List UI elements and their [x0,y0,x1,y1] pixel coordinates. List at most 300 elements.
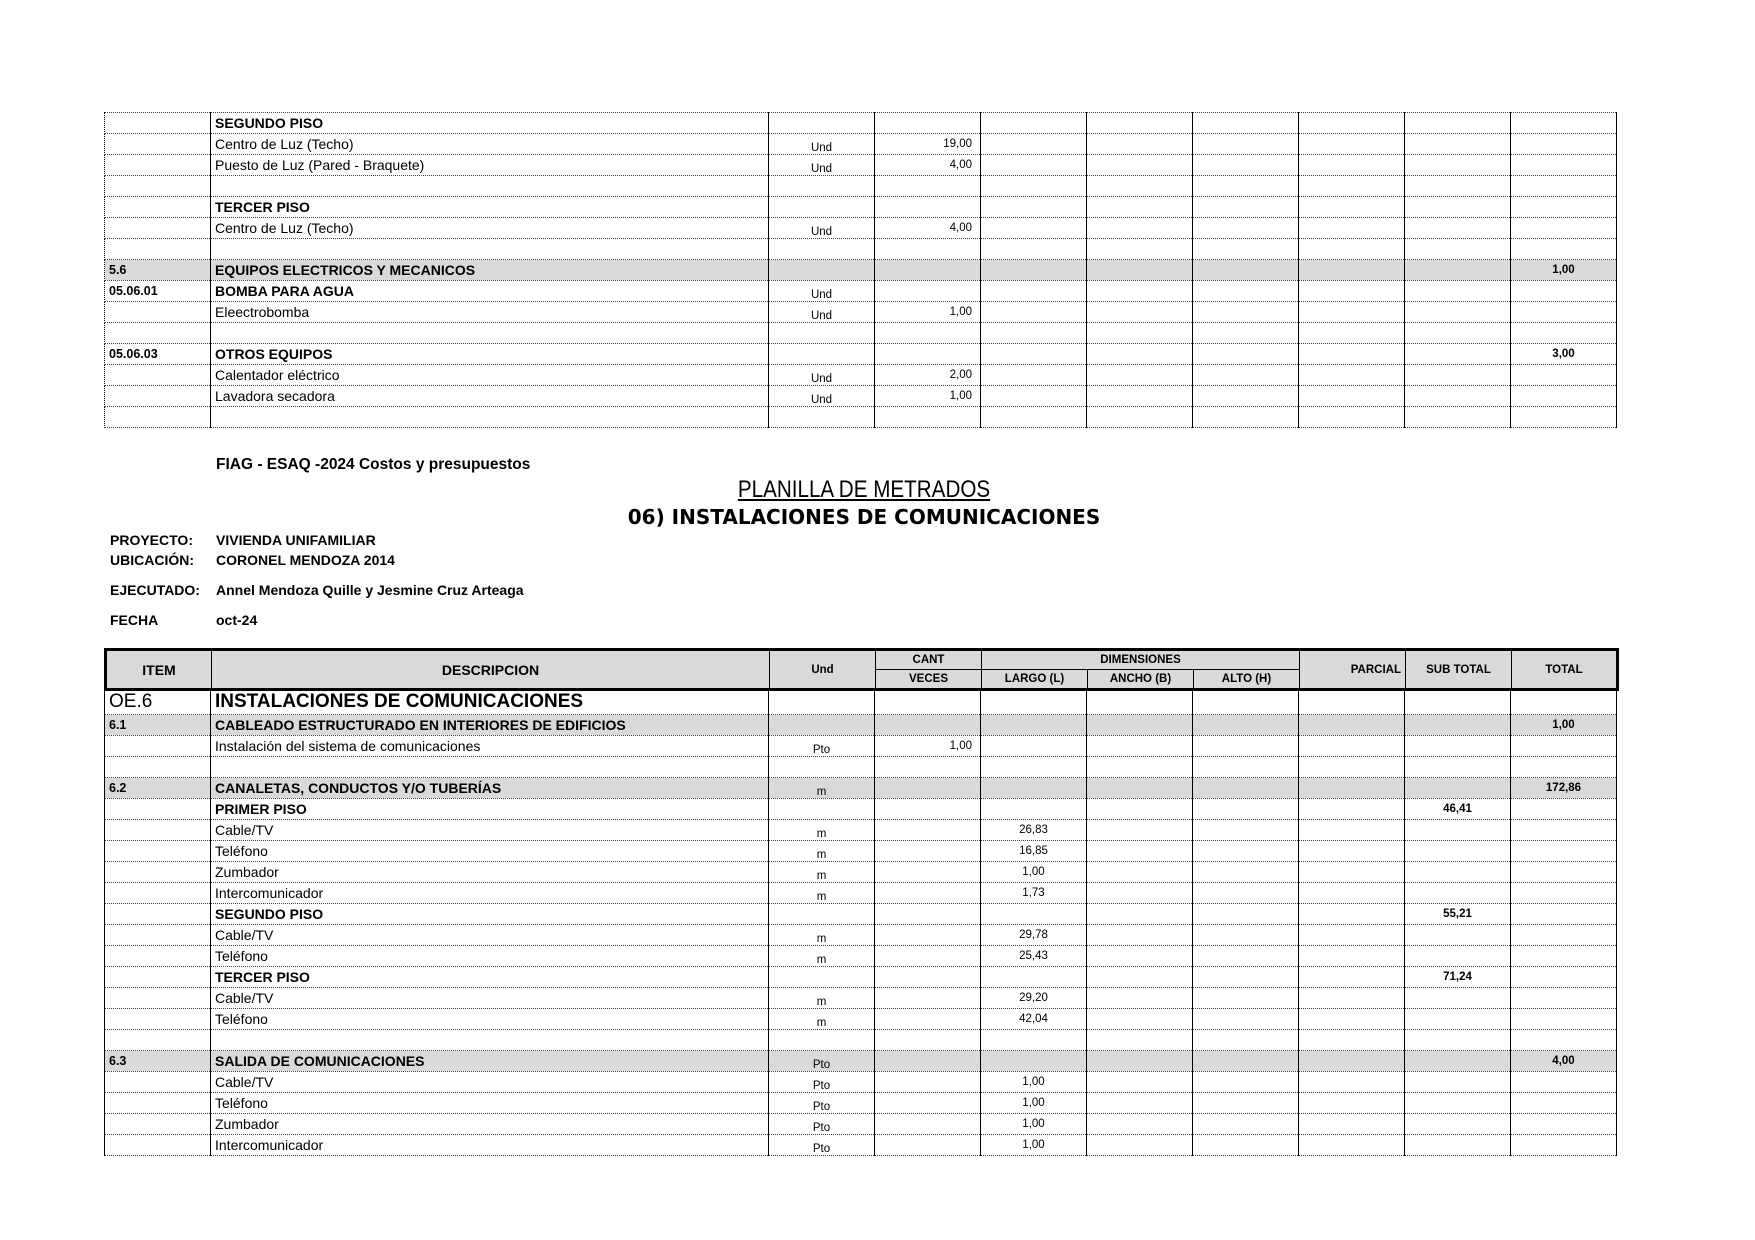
largo-cell [981,756,1087,777]
alto-cell [1193,1050,1299,1071]
largo-cell [981,260,1087,281]
ancho-cell [1087,239,1193,260]
alto-cell [1193,756,1299,777]
table-row [105,344,1617,365]
veces-cell [875,323,981,344]
total-cell [1511,239,1617,260]
total-cell [1511,798,1617,819]
unit-cell: Und [769,365,875,386]
subtotal-cell [1405,714,1511,735]
subtotal-cell [1405,365,1511,386]
total-cell: 4,00 [1511,1050,1617,1071]
total-cell [1511,134,1617,155]
item-cell [105,756,211,777]
largo-cell [981,281,1087,302]
ancho-cell [1087,365,1193,386]
upper-metrado-table [104,112,1617,428]
description-cell: BOMBA PARA AGUA [211,281,769,302]
subtotal-cell [1405,777,1511,798]
parcial-cell [1299,302,1405,323]
alto-cell [1193,1029,1299,1050]
table-row [105,260,1617,281]
description-cell [211,756,769,777]
item-cell [105,155,211,176]
parcial-cell [1299,365,1405,386]
description-cell: Lavadora secadora [211,386,769,407]
ancho-cell [1087,1113,1193,1134]
description-cell: TERCER PISO [211,966,769,987]
unit-cell: m [769,882,875,903]
veces-cell: 4,00 [875,218,981,239]
table-row [105,365,1617,386]
subtotal-cell [1405,197,1511,218]
ancho-cell [1087,197,1193,218]
veces-cell: 1,00 [875,386,981,407]
col-subtotal: SUB TOTAL [1406,650,1512,690]
subtotal-cell [1405,1113,1511,1134]
description-cell [211,239,769,260]
subtotal-cell: 71,24 [1405,966,1511,987]
total-cell [1511,945,1617,966]
alto-cell [1193,1071,1299,1092]
subtotal-cell [1405,1092,1511,1113]
table-row [105,882,1617,903]
ejecutado-label: EJECUTADO: [110,582,200,598]
veces-cell [875,197,981,218]
alto-cell [1193,281,1299,302]
alto-cell [1193,714,1299,735]
parcial-cell [1299,407,1405,428]
description-cell [211,407,769,428]
table-row [105,690,1617,714]
ancho-cell [1087,218,1193,239]
col-total: TOTAL [1512,650,1618,690]
subtotal-cell [1405,281,1511,302]
table-row [105,714,1617,735]
item-cell [105,966,211,987]
item-cell [105,735,211,756]
unit-cell [769,798,875,819]
subtotal-cell: 55,21 [1405,903,1511,924]
parcial-cell [1299,1050,1405,1071]
subtotal-cell [1405,861,1511,882]
ancho-cell [1087,386,1193,407]
largo-cell [981,1029,1087,1050]
table-row [105,323,1617,344]
parcial-cell [1299,155,1405,176]
subtotal-cell [1405,819,1511,840]
alto-cell [1193,1008,1299,1029]
total-cell [1511,1029,1617,1050]
upper-table-body [105,113,1617,428]
parcial-cell [1299,323,1405,344]
ancho-cell [1087,113,1193,134]
largo-cell [981,407,1087,428]
item-cell [105,113,211,134]
total-cell [1511,386,1617,407]
alto-cell [1193,819,1299,840]
item-cell [105,323,211,344]
ancho-cell [1087,690,1193,714]
table-row [105,1092,1617,1113]
largo-cell [981,176,1087,197]
total-cell [1511,690,1617,714]
parcial-cell [1299,218,1405,239]
table-row [105,197,1617,218]
total-cell [1511,861,1617,882]
subtotal-cell [1405,1071,1511,1092]
ancho-cell [1087,819,1193,840]
alto-cell [1193,365,1299,386]
col-descripcion: DESCRIPCION [212,650,770,690]
table-row [105,798,1617,819]
alto-cell [1193,218,1299,239]
description-cell: Centro de Luz (Techo) [211,134,769,155]
veces-cell [875,819,981,840]
alto-cell [1193,690,1299,714]
ancho-cell [1087,924,1193,945]
table-row [105,903,1617,924]
col-cant: CANT [876,650,982,670]
alto-cell [1193,386,1299,407]
total-cell [1511,1092,1617,1113]
col-largo: LARGO (L) [982,670,1088,690]
alto-cell [1193,134,1299,155]
unit-cell: Und [769,386,875,407]
item-cell [105,1092,211,1113]
parcial-cell [1299,987,1405,1008]
table-row [105,966,1617,987]
total-cell [1511,840,1617,861]
description-cell: Eleectrobomba [211,302,769,323]
alto-cell [1193,966,1299,987]
table-row [105,1050,1617,1071]
largo-cell [981,134,1087,155]
total-cell [1511,218,1617,239]
unit-cell [769,407,875,428]
veces-cell [875,987,981,1008]
parcial-cell [1299,861,1405,882]
subtotal-cell [1405,945,1511,966]
veces-cell [875,1029,981,1050]
subtotal-cell [1405,155,1511,176]
unit-cell: Pto [769,1134,875,1155]
item-cell: 6.3 [105,1050,211,1071]
unit-cell: Pto [769,1113,875,1134]
item-cell [105,903,211,924]
col-ancho: ANCHO (B) [1088,670,1194,690]
col-parcial: PARCIAL [1300,650,1406,690]
largo-cell [981,386,1087,407]
veces-cell [875,756,981,777]
total-cell [1511,302,1617,323]
unit-cell [769,239,875,260]
largo-cell: 1,00 [981,1134,1087,1155]
total-cell [1511,155,1617,176]
description-cell: Centro de Luz (Techo) [211,218,769,239]
subtotal-cell [1405,239,1511,260]
description-cell: CANALETAS, CONDUCTOS Y/O TUBERÍAS [211,777,769,798]
table-row [105,1113,1617,1134]
lower-table-body [105,690,1617,1155]
subtotal-cell [1405,1050,1511,1071]
subtotal-cell: 46,41 [1405,798,1511,819]
description-cell: OTROS EQUIPOS [211,344,769,365]
proyecto-value: VIVIENDA UNIFAMILIAR [216,532,376,548]
alto-cell [1193,987,1299,1008]
unit-cell [769,344,875,365]
unit-cell: m [769,945,875,966]
description-cell: Intercomunicador [211,1134,769,1155]
description-cell: Zumbador [211,1113,769,1134]
parcial-cell [1299,735,1405,756]
alto-cell [1193,924,1299,945]
subtotal-cell [1405,756,1511,777]
item-cell [105,407,211,428]
alto-cell [1193,176,1299,197]
alto-cell [1193,302,1299,323]
subtotal-cell [1405,924,1511,945]
ancho-cell [1087,155,1193,176]
table-row [105,735,1617,756]
item-cell [105,924,211,945]
parcial-cell [1299,176,1405,197]
parcial-cell [1299,386,1405,407]
total-cell [1511,281,1617,302]
table-row [105,1008,1617,1029]
alto-cell [1193,113,1299,134]
description-cell [211,176,769,197]
table-row [105,987,1617,1008]
largo-cell: 42,04 [981,1008,1087,1029]
item-cell [105,302,211,323]
subtotal-cell [1405,735,1511,756]
total-cell [1511,924,1617,945]
table-row [105,155,1617,176]
unit-cell: m [769,777,875,798]
unit-cell [769,113,875,134]
parcial-cell [1299,113,1405,134]
total-cell [1511,1113,1617,1134]
description-cell: EQUIPOS ELECTRICOS Y MECANICOS [211,260,769,281]
largo-cell: 29,20 [981,987,1087,1008]
table-row [105,777,1617,798]
description-cell: Puesto de Luz (Pared - Braquete) [211,155,769,176]
alto-cell [1193,1092,1299,1113]
item-cell: 6.2 [105,777,211,798]
total-cell [1511,407,1617,428]
veces-cell [875,176,981,197]
parcial-cell [1299,1113,1405,1134]
total-cell: 1,00 [1511,260,1617,281]
unit-cell: m [769,840,875,861]
veces-cell [875,1092,981,1113]
ancho-cell [1087,945,1193,966]
largo-cell: 29,78 [981,924,1087,945]
ancho-cell [1087,1029,1193,1050]
item-cell [105,134,211,155]
item-cell [105,1113,211,1134]
alto-cell [1193,903,1299,924]
alto-cell [1193,945,1299,966]
total-cell [1511,735,1617,756]
parcial-cell [1299,239,1405,260]
item-cell [105,386,211,407]
unit-cell: Pto [769,1092,875,1113]
veces-cell [875,281,981,302]
description-cell: SEGUNDO PISO [211,903,769,924]
total-cell [1511,1008,1617,1029]
fecha-value: oct-24 [216,612,258,628]
description-cell: SALIDA DE COMUNICACIONES [211,1050,769,1071]
description-cell: Calentador eléctrico [211,365,769,386]
unit-cell: Und [769,218,875,239]
veces-cell [875,1134,981,1155]
veces-cell [875,407,981,428]
item-cell [105,218,211,239]
largo-cell [981,344,1087,365]
veces-cell: 19,00 [875,134,981,155]
parcial-cell [1299,1092,1405,1113]
table-row [105,924,1617,945]
largo-cell [981,239,1087,260]
veces-cell [875,113,981,134]
veces-cell: 1,00 [875,302,981,323]
subtotal-cell [1405,176,1511,197]
ancho-cell [1087,735,1193,756]
description-cell: Instalación del sistema de comunicaciones [211,735,769,756]
total-cell [1511,197,1617,218]
description-cell: SEGUNDO PISO [211,113,769,134]
parcial-cell [1299,260,1405,281]
table-row [105,840,1617,861]
table-row [105,113,1617,134]
alto-cell [1193,861,1299,882]
item-cell [105,1134,211,1155]
description-cell: Cable/TV [211,924,769,945]
description-cell: Teléfono [211,840,769,861]
alto-cell [1193,840,1299,861]
table-row [105,281,1617,302]
veces-cell [875,690,981,714]
veces-cell: 4,00 [875,155,981,176]
unit-cell [769,260,875,281]
parcial-cell [1299,690,1405,714]
table-row [105,945,1617,966]
total-cell [1511,987,1617,1008]
unit-cell [769,197,875,218]
largo-cell: 25,43 [981,945,1087,966]
ancho-cell [1087,323,1193,344]
parcial-cell [1299,281,1405,302]
col-item: ITEM [106,650,212,690]
ancho-cell [1087,1050,1193,1071]
ancho-cell [1087,882,1193,903]
col-und: Und [770,650,876,690]
veces-cell [875,924,981,945]
table-row [105,239,1617,260]
description-cell: Cable/TV [211,987,769,1008]
description-cell: Cable/TV [211,819,769,840]
unit-cell: m [769,819,875,840]
item-cell [105,840,211,861]
description-cell: TERCER PISO [211,197,769,218]
veces-cell [875,1071,981,1092]
ancho-cell [1087,1134,1193,1155]
lower-metrado-table [104,690,1617,1156]
veces-cell [875,260,981,281]
description-cell: INSTALACIONES DE COMUNICACIONES [211,690,769,714]
table-row [105,861,1617,882]
item-cell [105,861,211,882]
unit-cell: Und [769,281,875,302]
veces-cell [875,798,981,819]
parcial-cell [1299,1071,1405,1092]
parcial-cell [1299,197,1405,218]
column-header [104,648,1619,691]
ancho-cell [1087,260,1193,281]
item-cell [105,945,211,966]
total-cell [1511,1134,1617,1155]
unit-cell: Pto [769,1071,875,1092]
unit-cell: Pto [769,1050,875,1071]
alto-cell [1193,1134,1299,1155]
subtotal-cell [1405,690,1511,714]
item-cell [105,197,211,218]
unit-cell: m [769,987,875,1008]
alto-cell [1193,344,1299,365]
largo-cell: 1,73 [981,882,1087,903]
subtotal-cell [1405,1008,1511,1029]
largo-cell [981,302,1087,323]
veces-cell [875,840,981,861]
largo-cell [981,714,1087,735]
subtotal-cell [1405,407,1511,428]
largo-cell: 1,00 [981,1092,1087,1113]
subtotal-cell [1405,386,1511,407]
ancho-cell [1087,407,1193,428]
item-cell: 05.06.01 [105,281,211,302]
largo-cell: 16,85 [981,840,1087,861]
largo-cell: 1,00 [981,1071,1087,1092]
subtotal-cell [1405,1134,1511,1155]
subtotal-cell [1405,1029,1511,1050]
table-row [105,386,1617,407]
alto-cell [1193,239,1299,260]
ancho-cell [1087,861,1193,882]
ancho-cell [1087,1092,1193,1113]
veces-cell [875,882,981,903]
item-cell: 05.06.03 [105,344,211,365]
parcial-cell [1299,966,1405,987]
ejecutado-value: Annel Mendoza Quille y Jesmine Cruz Arteaga [216,582,524,598]
veces-cell [875,945,981,966]
veces-cell [875,344,981,365]
parcial-cell [1299,1134,1405,1155]
table-row [105,1071,1617,1092]
ancho-cell [1087,1071,1193,1092]
unit-cell: m [769,861,875,882]
item-cell [105,798,211,819]
largo-cell [981,323,1087,344]
unit-cell [769,323,875,344]
largo-cell [981,155,1087,176]
alto-cell [1193,798,1299,819]
veces-cell [875,239,981,260]
parcial-cell [1299,1008,1405,1029]
proyecto-label: PROYECTO: [110,532,193,548]
alto-cell [1193,323,1299,344]
